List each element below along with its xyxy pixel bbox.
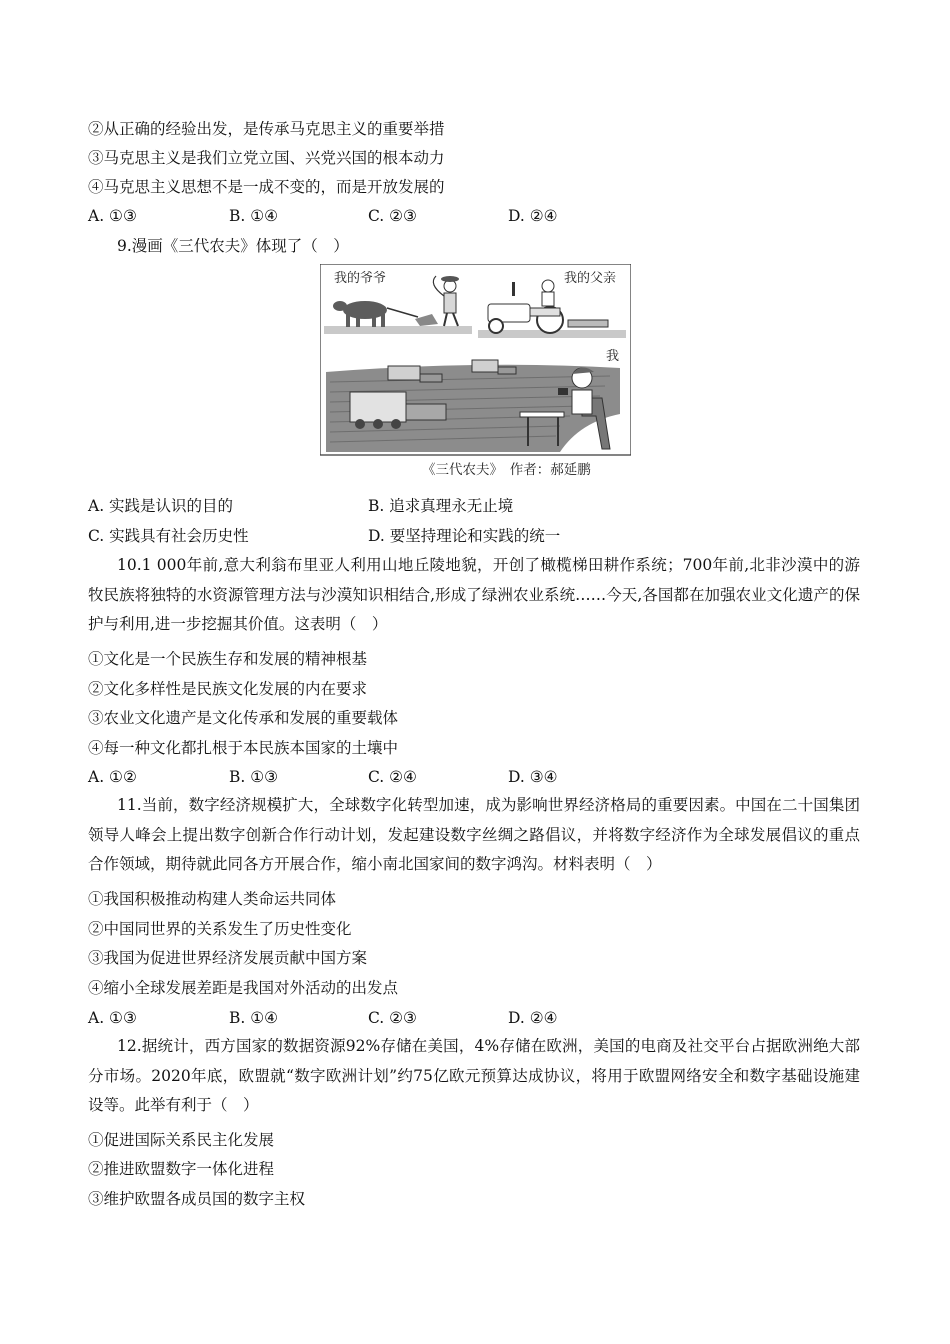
choice-b[interactable]: B. ①③ [229,768,279,786]
statement-4: ④每一种文化都扎根于本民族本国家的土壤中 [88,739,399,757]
statement-2: ②推进欧盟数字一体化进程 [88,1160,275,1178]
option-c[interactable]: C. 实践具有社会历史性 [88,527,249,545]
statement-2: ②中国同世界的关系发生了历史性变化 [88,920,352,938]
statement-2: ②文化多样性是民族文化发展的内在要求 [88,680,368,698]
statement-4: ④马克思主义思想不是一成不变的，而是开放发展的 [88,178,445,196]
statement-1: ①我国积极推动构建人类命运共同体 [88,890,337,908]
question-11-stem: 11.当前，数字经济规模扩大，全球数字化转型加速，成为影响世界经济格局的重要因素。中国在二十国集团领导人峰会上提出数字创新合作行动计划，发起建设数字丝绸之路倡议，并将数字经济作为全球发展倡议的重点合作领域，期待就此同各方开展合作，缩小南北国家间的数字鸿沟。材料表明（ ） [88,796,860,873]
statement-2: ②从正确的经验出发，是传承马克思主义的重要举措 [88,120,445,138]
option-d[interactable]: D. 要坚持理论和实践的统一 [368,527,561,545]
question-9-stem: 9.漫画《三代农夫》体现了（ ） [117,237,349,255]
statement-3: ③农业文化遗产是文化传承和发展的重要载体 [88,709,399,727]
statement-4: ④缩小全球发展差距是我国对外活动的出发点 [88,979,399,997]
choice-b[interactable]: B. ①④ [229,1009,279,1027]
label-father: 我的父亲 [564,271,617,286]
option-a[interactable]: A. 实践是认识的目的 [88,497,234,515]
statement-3: ③维护欧盟各成员国的数字主权 [88,1190,306,1208]
choice-b[interactable]: B. ①④ [229,207,279,225]
choice-d[interactable]: D. ②④ [508,207,558,225]
answer-choices [88,1007,848,1029]
statement-1: ①促进国际关系民主化发展 [88,1131,275,1149]
statement-3: ③我国为促进世界经济发展贡献中国方案 [88,949,368,967]
choice-d[interactable]: D. ②④ [508,1009,558,1027]
statement-3: ③马克思主义是我们立党立国、兴党兴国的根本动力 [88,149,445,167]
choice-a[interactable]: A. ①② [88,768,137,786]
option-b[interactable]: B. 追求真理永无止境 [368,497,514,515]
choice-c[interactable]: C. ②③ [368,207,417,225]
choice-a[interactable]: A. ①③ [88,207,137,225]
cartoon-caption: 《三代农夫》 作者：郝延鹏 [422,462,591,478]
cartoon-three-generations-farmers [320,264,631,484]
question-10-stem: 10.1 000年前,意大利翁布里亚人利用山地丘陵地貌，开创了橄榄梯田耕作系统；700年前,北非沙漠中的游牧民族将独特的水资源管理方法与沙漠知识相结合,形成了绿洲农业系统……今天,各国都在加强农业文化遗产的保护与利用,进一步挖掘其价值。这表明（ ） [88,556,860,633]
cartoon-illustration [320,264,631,484]
choice-c[interactable]: C. ②④ [368,768,417,786]
answer-choices [88,205,848,227]
choice-d[interactable]: D. ③④ [508,768,558,786]
answer-choices [88,766,848,788]
label-grandfather: 我的爷爷 [334,271,387,286]
statement-1: ①文化是一个民族生存和发展的精神根基 [88,650,368,668]
label-me: 我 [606,349,620,364]
choice-a[interactable]: A. ①③ [88,1009,137,1027]
choice-c[interactable]: C. ②③ [368,1009,417,1027]
question-12-stem: 12.据统计，西方国家的数据资源92%存储在美国，4%存储在欧洲，美国的电商及社交平台占据欧洲绝大部分市场。2020年底，欧盟就“数字欧洲计划”约75亿欧元预算达成协议，将用于欧盟网络安全和数字基础设施建设等。此举有利于（ ） [88,1037,860,1114]
